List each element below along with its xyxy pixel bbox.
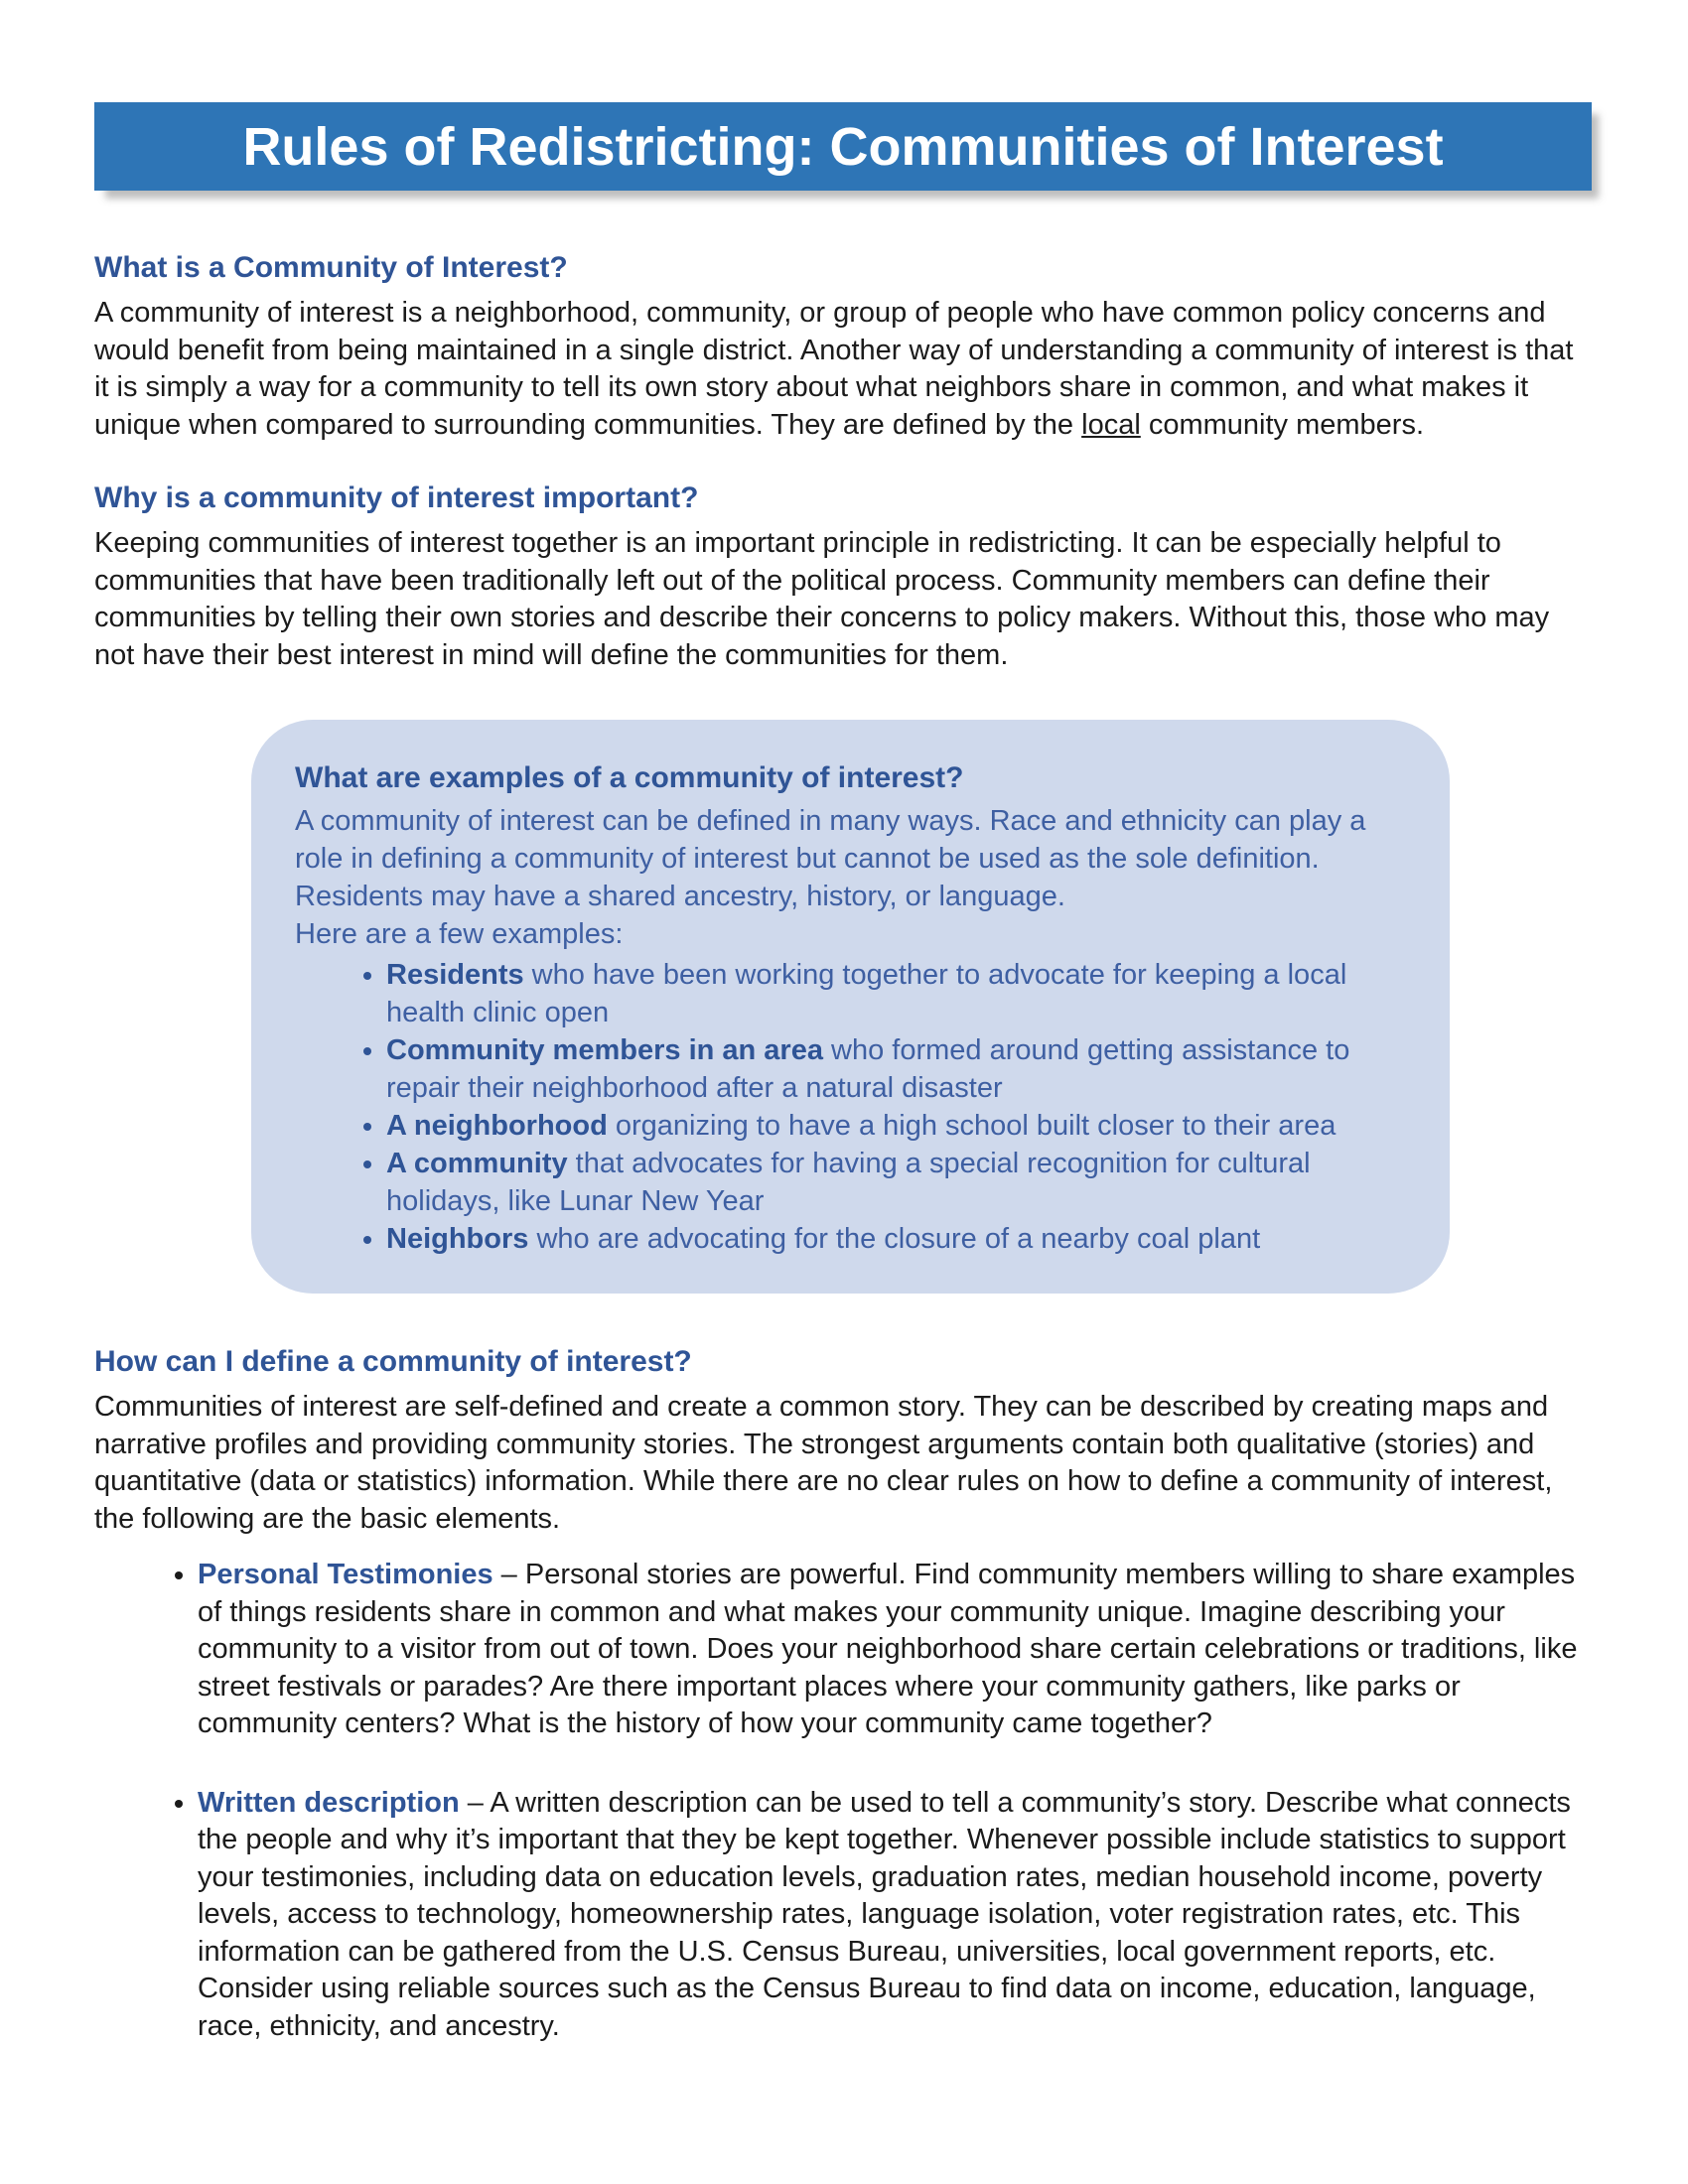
section-heading: How can I define a community of interest? — [94, 1345, 692, 1378]
list-item — [386, 1031, 1392, 1107]
examples-callout-box — [251, 720, 1450, 1294]
list-item — [386, 1107, 1392, 1145]
bullet-text: who are advocating for the closure of a nearby coal plant — [528, 1223, 1261, 1255]
callout-bullet-list — [295, 956, 1392, 1258]
underlined-word: local — [1081, 408, 1141, 441]
page-title: Rules of Redistricting: Communities of Interest — [242, 116, 1444, 177]
paragraph-text: A community of interest is a neighborhood, community, or group of people who have common policy concerns and would benefit from being maintained in a single district. Another way of understanding a community of interest is that it is simply a way for a community to tell its own story about what neighbors share in common, and what makes it unique when compared to surrounding communities. They are defined by the — [94, 297, 1574, 441]
callout-heading: What are examples of a community of interest? — [295, 761, 964, 794]
bullet-text: Personal stories are powerful. Find community members willing to share examples of things residents share in common and what makes your community unique. Imagine describing your community to a visitor from out of town. Does your neighborhood share certain celebrations or traditions, like street festivals or parades? Are there important places where your community gathers, like parks or community centers? What is the history of how your community came together? — [198, 1559, 1578, 1739]
paragraph-text: community members. — [1140, 408, 1425, 441]
list-item — [386, 1145, 1392, 1220]
title-banner — [94, 102, 1592, 191]
section-paragraph — [94, 295, 1592, 444]
bullet-text: organizing to have a high school built closer to their area — [607, 1110, 1336, 1142]
bullet-list — [94, 1557, 1592, 2045]
bullet-text: A written description can be used to tell a community’s story. Describe what connects the people and why it’s important that they be kept together. Whenever possible include statistics to support your testimonies, including data on education levels, graduation rates, median household income, poverty levels, access to technology, homeownership rates, language isolation, voter registration rates, etc. This information can be gathered from the U.S. Census Bureau, universities, local government reports, etc. Consider using reliable sources such as the Census Bureau to find data on income, education, language, race, ethnicity, and ancestry. — [198, 1786, 1571, 2042]
bullet-text: who formed around getting assistance to repair their neighborhood after a natural disaster — [386, 1034, 1350, 1104]
bullet-lead: Neighbors — [386, 1223, 529, 1255]
section-how-define — [94, 1344, 1592, 1538]
section-paragraph: Communities of interest are self-defined and create a common story. They can be described by creating maps and narrative profiles and providing community stories. The strongest arguments contain both qualitative (stories) and quantitative (data or statistics) information. While there are no clear rules on how to define a community of interest, the following are the basic elements. — [94, 1391, 1553, 1535]
list-item — [386, 956, 1392, 1031]
bullet-lead: Personal Testimonies — [198, 1559, 493, 1590]
callout-intro: A community of interest can be defined in many ways. Race and ethnicity can play a role in defining a community of interest but cannot be used as the sole definition. Residents may have a shared ancestry, history, or language. — [295, 805, 1366, 912]
bullet-text: who have been working together to advocate for keeping a local health clinic open — [386, 959, 1347, 1028]
section-why-important — [94, 480, 1592, 674]
bullet-lead: Community members in an area — [386, 1034, 823, 1066]
list-item — [198, 1785, 1592, 2046]
bullet-lead: A neighborhood — [386, 1110, 608, 1142]
list-item — [198, 1557, 1592, 1743]
section-what-is-community-of-interest — [94, 250, 1592, 444]
bullet-text: that advocates for having a special recognition for cultural holidays, like Lunar New Year — [386, 1148, 1311, 1217]
bullet-separator: – — [492, 1559, 525, 1590]
bullet-lead: Written description — [198, 1786, 460, 1819]
section-heading: Why is a community of interest important? — [94, 481, 699, 514]
section-heading: What is a Community of Interest? — [94, 251, 568, 284]
bullet-separator: – — [459, 1786, 491, 1819]
section-paragraph: Keeping communities of interest together is an important principle in redistricting. It can be especially helpful to communities that have been traditionally left out of the political process. Community members can define their communities by telling their own stories and describe their concerns to policy makers. Without this, those who may not have their best interest in mind will define the communities for them. — [94, 527, 1550, 671]
bullet-lead: A community — [386, 1148, 568, 1179]
list-item — [386, 1220, 1392, 1258]
basic-elements-list — [94, 1557, 1592, 2087]
bullet-lead: Residents — [386, 959, 524, 991]
callout-list-intro: Here are a few examples: — [295, 918, 624, 950]
